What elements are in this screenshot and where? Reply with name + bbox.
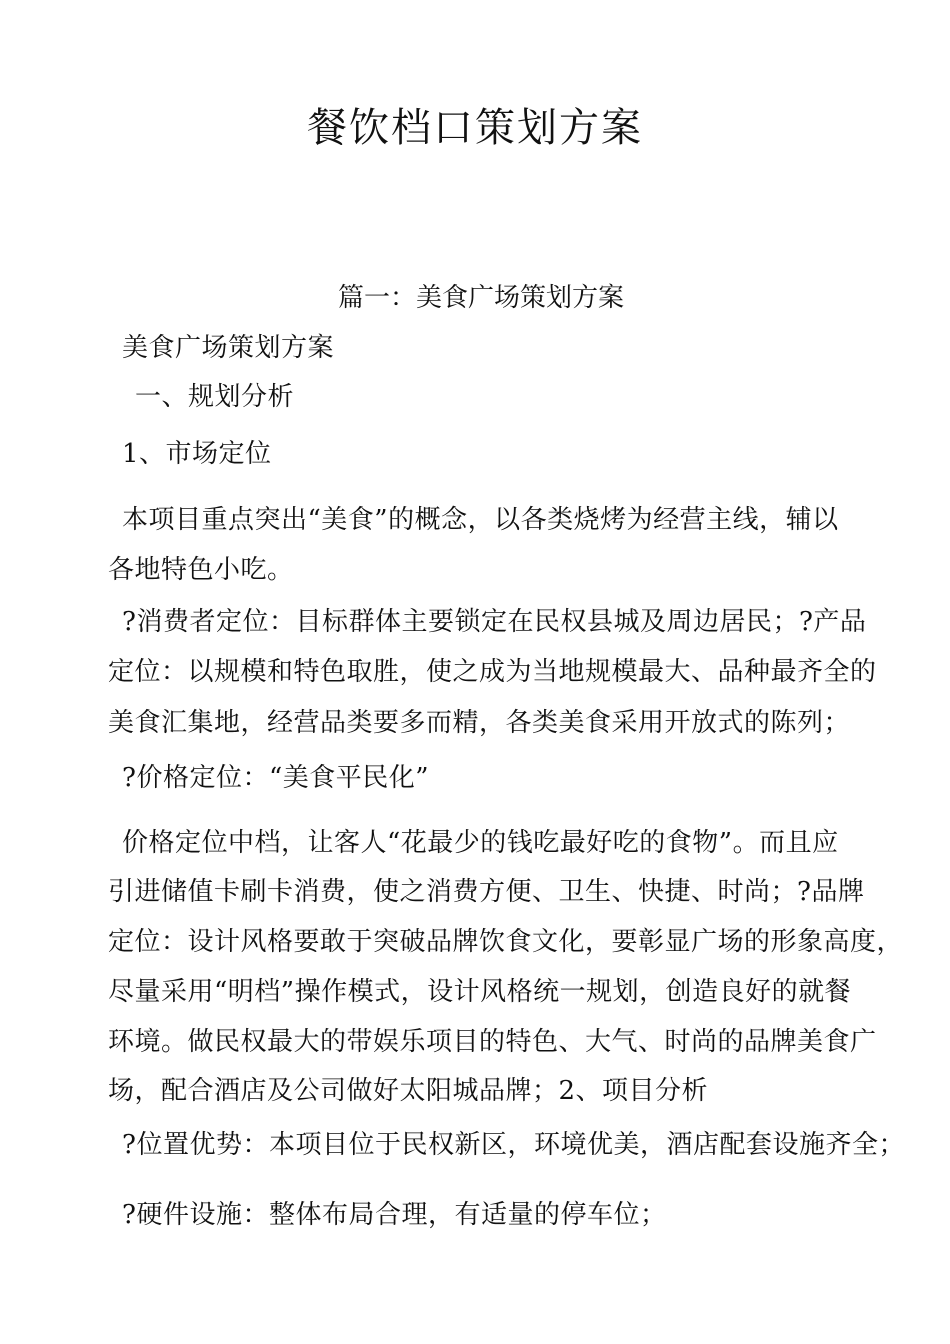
body-line: 定位：设计风格要敢于突破品牌饮食文化，要彰显广场的形象高度，: [108, 927, 904, 957]
body-line: ?消费者定位：目标群体主要锁定在民权县城及周边居民；?产品: [122, 607, 867, 637]
section-heading: 篇一：美食广场策划方案: [337, 283, 624, 313]
body-line: 引进储值卡刷卡消费，使之消费方便、卫生、快捷、时尚；?品牌: [108, 877, 865, 907]
body-line: ?价格定位：“美食平民化”: [122, 763, 430, 793]
body-line: 环境。做民权最大的带娱乐项目的特色、大气、时尚的品牌美食广: [108, 1027, 877, 1057]
body-line: 各地特色小吃。: [108, 555, 294, 585]
body-line: 场，配合酒店及公司做好太阳城品牌；2、项目分析: [108, 1076, 709, 1106]
body-line-market-positioning: 1、市场定位: [122, 439, 272, 469]
body-line: 本项目重点突出“美食”的概念，以各类烧烤为经营主线，辅以: [122, 505, 839, 535]
document-subtitle: 美食广场策划方案: [122, 333, 335, 363]
body-line: 价格定位中档，让客人“花最少的钱吃最好吃的食物”。而且应: [122, 828, 839, 858]
body-line: 定位：以规模和特色取胜，使之成为当地规模最大、品种最齐全的: [108, 657, 877, 687]
body-line: ?硬件设施：整体布局合理，有适量的停车位；: [122, 1200, 667, 1230]
body-line: 尽量采用“明档”操作模式，设计风格统一规划，创造良好的就餐: [108, 977, 852, 1007]
body-line: ?位置优势：本项目位于民权新区，环境优美，酒店配套设施齐全；: [122, 1130, 905, 1160]
document-title: 餐饮档口策划方案: [307, 105, 643, 151]
body-line: 美食汇集地，经营品类要多而精，各类美食采用开放式的陈列；: [108, 708, 851, 738]
outline-heading: 一、规划分析: [135, 382, 295, 412]
